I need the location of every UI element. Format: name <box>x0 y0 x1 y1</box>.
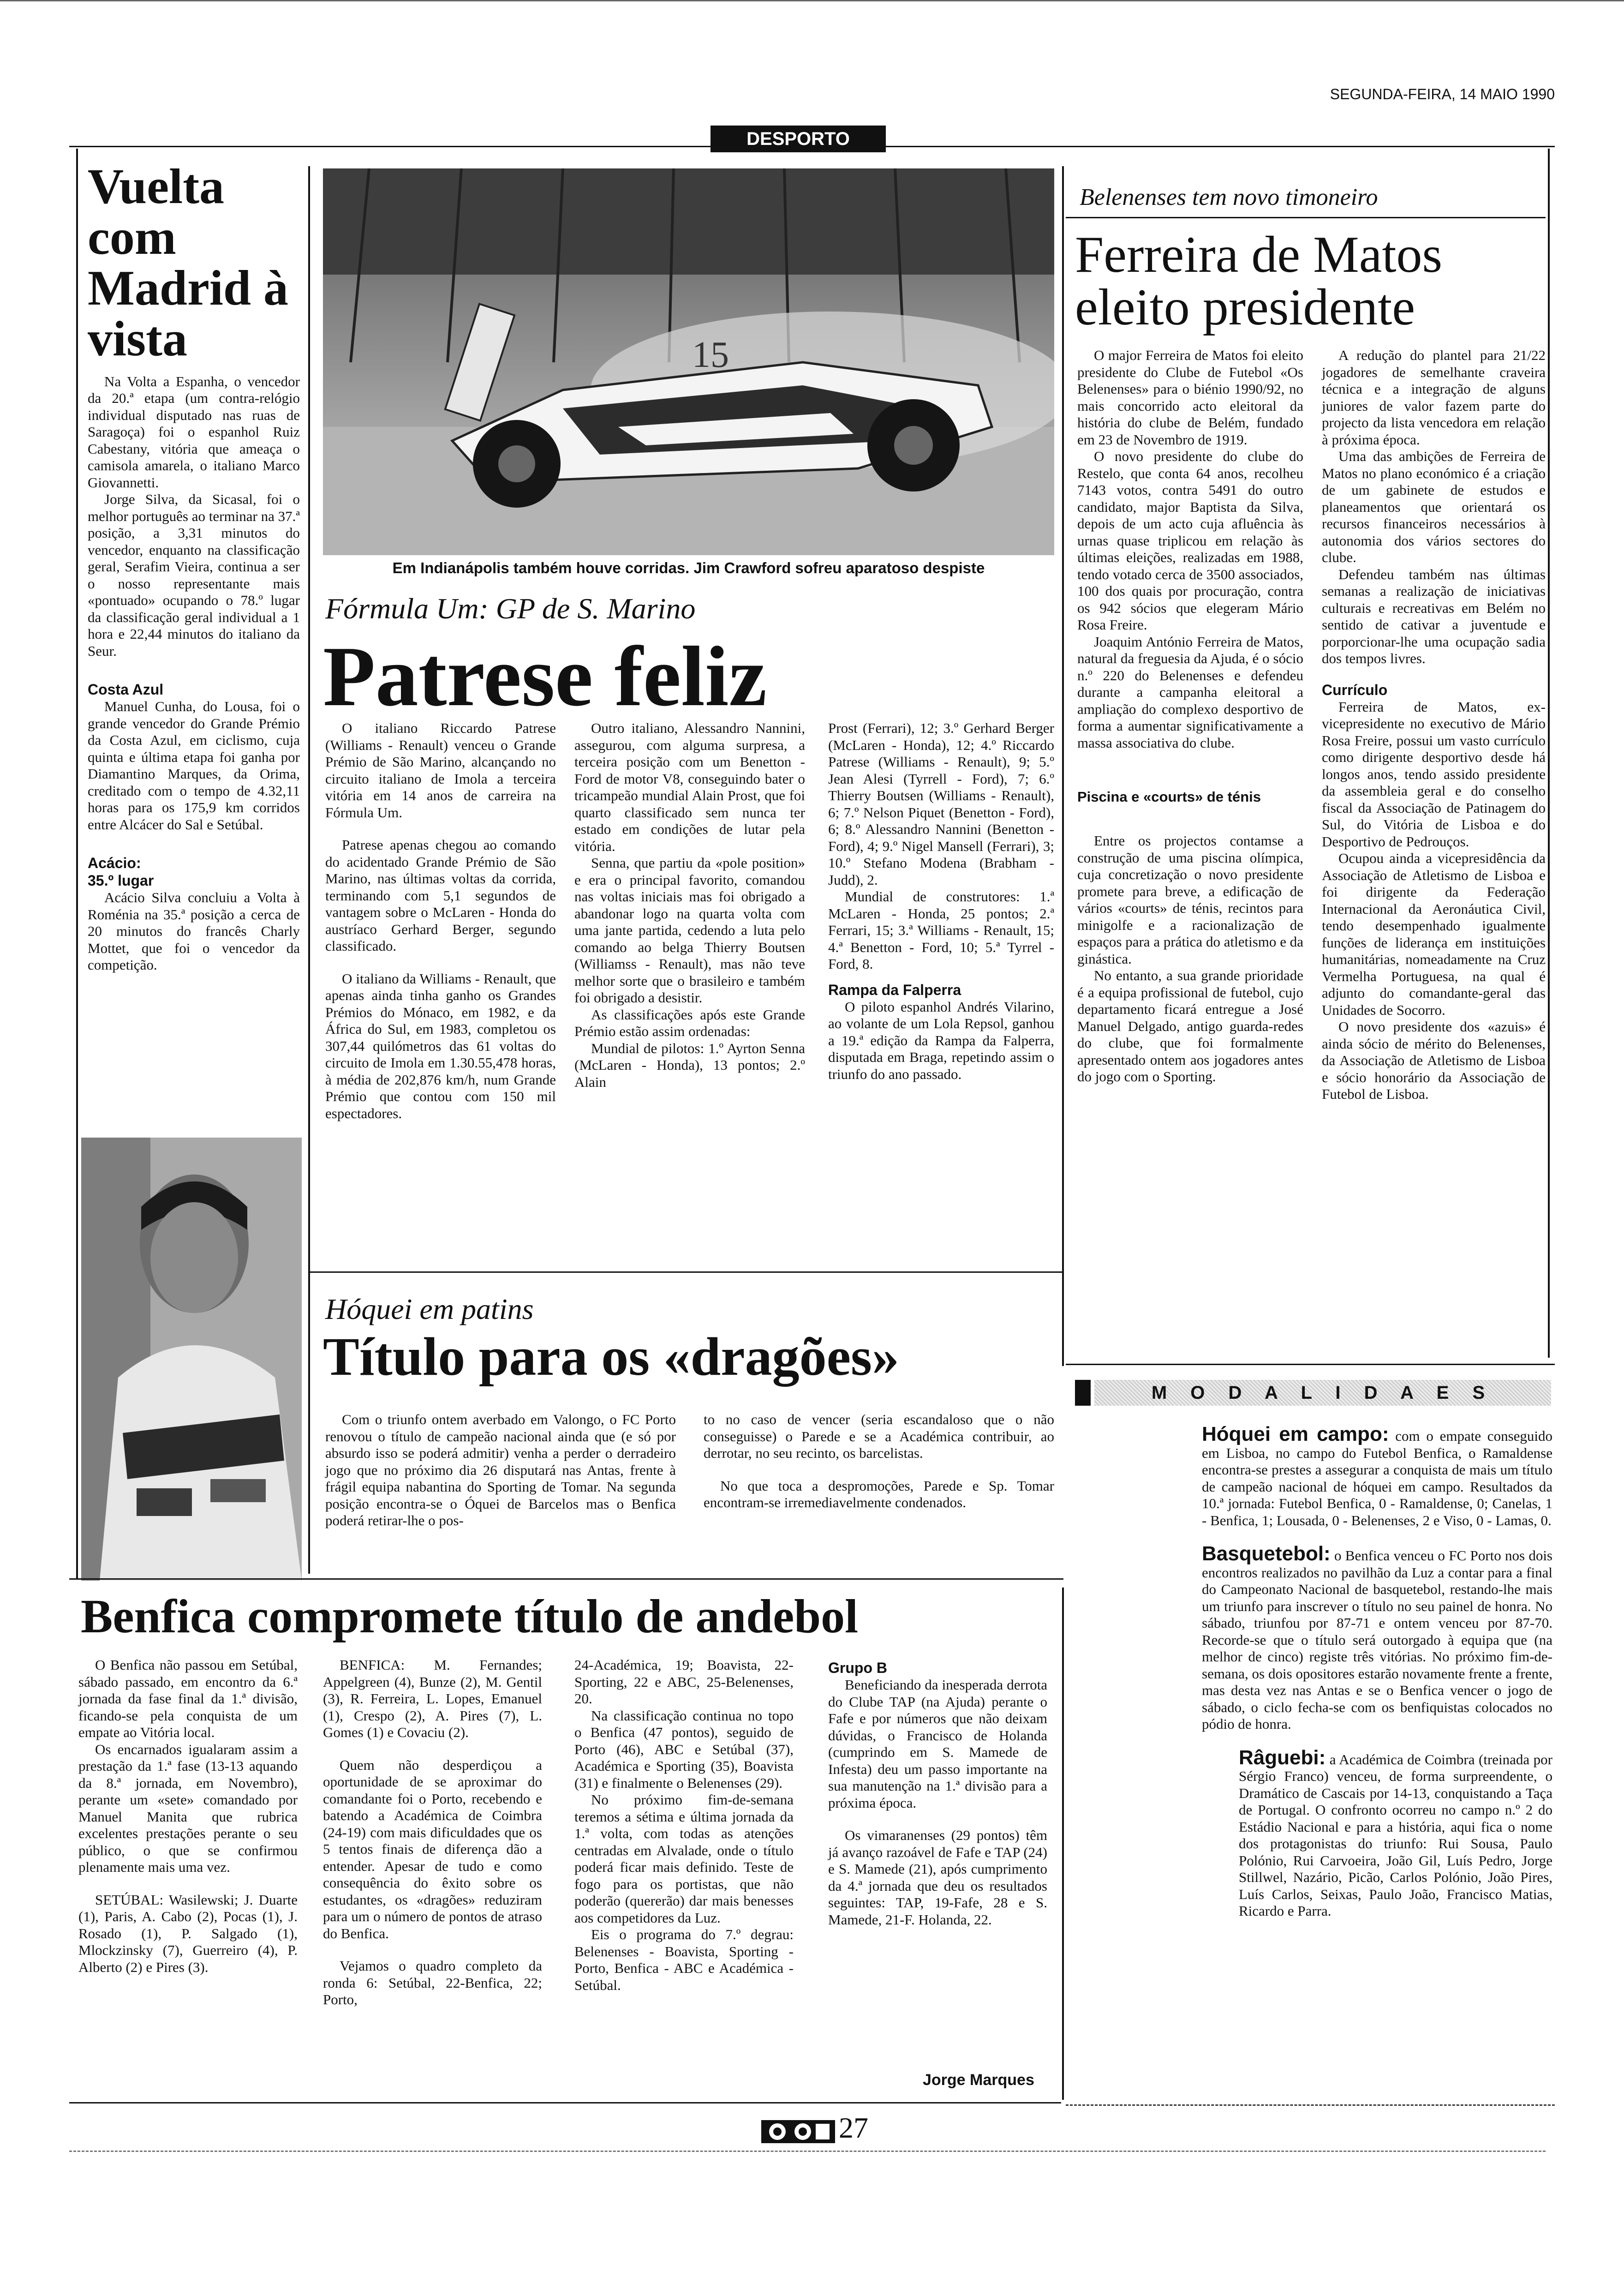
patrese-column-3 <box>828 720 1054 1083</box>
modalidades-item-text: a Académica de Coimbra (treinada por Sérgio Franco) venceu, de forma surpreendente, o Dramático de Cascais por 14-13, conquistando a Taça de Portugal. O confronto ocorreu no campo n.º 2 do Estádio Nacional e para a história, aqui fica o nome dos protagonistas do triunfo: Rui Sousa, Paulo Polónio, Rui Carvoeira, João Gil, Luís Pedro, Jorge Stillwel, Nazário, Picão, Carlos Polónio, João Pires, Luís Carlos, Seixas, Paulo João, Francisco Matias, Ricardo e Parra. <box>1239 1751 1552 1919</box>
vuelta-subhead-costa-azul: Costa Azul <box>88 681 164 698</box>
benfica-column-2 <box>323 1657 542 2008</box>
benfica-subhead-grupo-b: Grupo B <box>828 1660 887 1676</box>
right-margin-rule <box>1548 149 1550 1358</box>
hoquei-column-1 <box>325 1411 676 1529</box>
modalidades-item-head: Basquetebol: <box>1202 1542 1331 1565</box>
patrese-paragraph: Mundial de pilotos: 1.º Ayrton Senna (McLaren - Honda), 13 pontos; 2.º Alain <box>574 1040 805 1090</box>
belenenses-paragraph: No entanto, a sua grande prioridade é a equipa profissional de futebol, cujo departamento ficará entregue a José Manuel Delgado, antigo guarda-redes do clube, que foi formalmente apresentado ontem aos jogadores antes do jogo com o Sporting. <box>1077 967 1303 1085</box>
belenenses-column-2 <box>1322 347 1546 1103</box>
benfica-headline: Benfica compromete título de andebol <box>81 1590 859 1643</box>
hoquei-paragraph: Com o triunfo ontem averbado em Valongo, o FC Porto renovou o título de campeão nacional ainda que (e só por absurdo isso se poderá admitir) venha a perder o derradeiro jogo que no próximo dia 26 disputará nas Antas, frente à frágil equipa nabantina do Sporting de Tomar. Na segunda posição encontra-se o Óquei de Barcelos mas o Benfica poderá retirar-lhe o pos- <box>325 1411 676 1528</box>
patrese-paragraph: Patrese apenas chegou ao comando do acidentado Grande Prémio de São Marino, nas últimas voltas da corrida, terminando com 5,1 segundos de vantagem sobre o McLaren - Honda do austríaco Gerhard Berger, segundo classificado. <box>325 837 556 954</box>
belenenses-paragraph: Ocupou ainda a vicepresidência da Associação de Atletismo de Lisboa e foi dirigente da Federação Internacional da Aeronáutica Civil, tendo desempenhado igualmente funções de liderança em instituições humanitárias, nomeadamente na Cruz Vermelha Portuguesa, na qual é adjunto do comandante-geral das Unidades de Socorro. <box>1322 850 1546 1018</box>
belenenses-paragraph: Joaquim António Ferreira de Matos, natural da freguesia da Ajuda, é o sócio n.º 220 do Belenenses e defendeu durante a campanha eleitoral a ampliação do complexo desportivo de forma a aumentar significativamente a massa associativa do clube. <box>1077 633 1303 751</box>
patrese-bottom-rule <box>310 1271 1062 1273</box>
benfica-paragraph: BENFICA: M. Fernandes; Appelgreen (4), Bunze (2), M. Gentil (3), R. Ferreira, L. Lopes, Emanuel (1), Crespo (2), A. Pires (7), L. Gomes (1) e Covaciu (2). <box>323 1657 542 1740</box>
benfica-column-4 <box>828 1659 1047 1928</box>
patrese-headline: Patrese feliz <box>323 629 767 724</box>
benfica-paragraph: Na classificação continua no topo o Benfica (47 pontos), seguido de Porto (46), ABC e Setúbal (37), Académica e Sporting (35), Boavista (31) e finalmente o Belenenses (29). <box>574 1707 794 1791</box>
benfica-top-rule <box>69 1578 1063 1580</box>
svg-text:15: 15 <box>692 335 729 375</box>
belenenses-column-1 <box>1077 347 1303 1085</box>
page-number: 27 <box>839 2111 868 2144</box>
patrese-kicker: Fórmula Um: GP de S. Marino <box>325 592 696 625</box>
patrese-paragraph: As classificações após este Grande Prémio estão assim ordenadas: <box>574 1006 805 1039</box>
belenenses-paragraph: O novo presidente do clube do Restelo, que conta 64 anos, recolheu 7143 votos, contra 5491 do outro candidato, major Baptista da Silva, depois de um acto cuja afluência às urnas quase triplicou em relação às últimas eleições, realizadas em 1988, tendo votado cerca de 3500 associados, 100 dos quais por procuração, contra os 942 sócios que elegeram Mário Rosa Freire. <box>1077 448 1303 633</box>
hoquei-paragraph: to no caso de vencer (seria escandaloso que o não conseguisse) o Parede e se a Académica contribuir, ao derrotar, no seu recinto, os barcelistas. <box>704 1411 1054 1461</box>
belenenses-paragraph: Defendeu também nas últimas semanas a realização de iniciativas culturais e recreativas em Belém no sentido de cativar a juventude e porporcionar-lhe uma ocupação sadia dos tempos livres. <box>1322 566 1546 666</box>
column-rule-2 <box>1062 166 1064 1366</box>
belenenses-paragraph: A redução do plantel para 21/22 jogadores de semelhante craveira técnica e a integração de alguns juniores de valor fazem parte do projecto da lista vencedora em relação à próxima época. <box>1322 347 1546 448</box>
benfica-paragraph: Beneficiando da inesperada derrota do Clube TAP (na Ajuda) perante o Fafe e por números que não deixam dúvidas, o Francisco de Holanda (cumprindo em S. Mamede de Infesta) deu um passo importante na sua manutenção na 1.ª divisão para a próxima época. <box>828 1677 1047 1811</box>
belenenses-headline: Ferreira de Matos eleito presidente <box>1075 226 1443 336</box>
patrese-paragraph: Senna, que partiu da «pole position» e era o principal favorito, comandou nas voltas iniciais mas foi obrigado a abandonar logo na quarta volta com uma jante partida, cedendo a luta pelo comando ao belga Thierry Boutsen (Williamss - Renault), mas não teve melhor sorte que o brasileiro e também foi obrigado a desistir. <box>574 855 805 1006</box>
patrese-paragraph: O italiano da Williams - Renault, que apenas ainda tinha ganho os Grandes Prémios do Mónaco, em 1982, e da África do Sul, em 1983, completou os 307,44 quilómetros das 61 voltas do circuito de Imola em 1.30.55,478 horas, à média de 202,876 km/h, num Grande Prémio que contou com 150 mil espectadores. <box>325 970 556 1121</box>
vuelta-paragraph: Jorge Silva, da Sicasal, foi o melhor português ao terminar na 37.ª posição, a 3,31 minutos do vencedor, enquanto na classificação geral, Serafim Vieira, continua a ser o nosso representante mais «pontuado» ocupando o 78.º lugar da classificação geral individual a 1 hora e 22,44 minutos do italiano da Seur. <box>88 491 300 659</box>
column-rule-1 <box>308 166 310 1574</box>
benfica-byline: Jorge Marques <box>923 2071 1034 2089</box>
vuelta-subhead-lugar: 35.º lugar <box>88 872 154 889</box>
vuelta-paragraph: Manuel Cunha, do Lousa, foi o grande vencedor do Grande Prémio da Costa Azul, em ciclismo, cuja quinta e última etapa foi ganha por Diamantino Marques, da Orima, creditado com o tempo de 4.32,11 horas para os 175,9 km corridos entre Alcácer do Sal e Setúbal. <box>88 698 300 833</box>
benfica-paragraph: Os encarnados igualaram assim a prestação da 1.ª fase (13-13 aquando da 8.ª jornada, em Novembro), perante um «sete» comandado por Manuel Manita que rubrica excelentes prestações perante o seu público, o que se confirmou plenamente mais uma vez. <box>78 1741 298 1875</box>
belenenses-paragraph: O novo presidente dos «azuis» é ainda sócio de mérito do Belenenses, da Associação de Atletismo de Lisboa e sócio honorário da Associação de Futebol de Lisboa. <box>1322 1019 1546 1102</box>
modalidades-item-text: com o empate conseguido em Lisboa, no campo do Futebol Benfica, o Ramaldense encontra-se prestes a assegurar a conquista de mais um título de campeão nacional de hóquei em campo. Resultados da 10.ª jornada: Futebol Benfica, 0 - Ramaldense, 0; Canelas, 1 - Benfica, 1; Lousada, 0 - Belenenses, 2 e Viso, 0 - Lamas, 0. <box>1202 1428 1553 1528</box>
vuelta-subhead-acacio: Acácio: <box>88 855 141 872</box>
modalidades-bottom-dashed-rule <box>1066 2104 1555 2106</box>
belenenses-kicker-rule <box>1066 217 1546 218</box>
cyclist-portrait-photo <box>81 1138 302 1581</box>
belenenses-kicker: Belenenses tem novo timoneiro <box>1080 184 1378 210</box>
belenenses-paragraph: Uma das ambições de Ferreira de Matos no plano económico é a criação de um gabinete de estudos e planeamentos que orientará os recursos financeiros necessários à autonomia dos vários sectores do clube. <box>1322 448 1546 565</box>
patrese-paragraph: O italiano Riccardo Patrese (Williams - Renault) venceu o Grande Prémio de São Marino, alcançando no circuito italiano de Imola a terceira vitória em 14 anos de carreira na Fórmula Um. <box>325 720 556 821</box>
vuelta-article <box>88 159 300 974</box>
patrese-paragraph: Mundial de construtores: 1.ª McLaren - Honda, 25 pontos; 2.ª Ferrari, 15; 3.ª Williams - Renault, 15; 4.ª Benetton - Ford, 10; 5.ª Tyrrel - Ford, 8. <box>828 888 1054 972</box>
publication-logo <box>761 2115 835 2148</box>
benfica-column-1 <box>78 1657 298 1976</box>
belenenses-subhead-curriculo: Currículo <box>1322 681 1388 698</box>
benfica-paragraph: Os vimaranenses (29 pontos) têm já avanço razoável de Fafe e TAP (24) e S. Mamede (21), após cumprimento da 4.ª jornada que deu os resultados seguintes: TAP, 19-Fafe, 28 e S. Mamede, 21-F. Holanda, 22. <box>828 1827 1047 1928</box>
photo-caption: Em Indianápolis também houve corridas. Jim Crawford sofreu aparatoso despiste <box>392 559 985 576</box>
vuelta-paragraph: Na Volta a Espanha, o vencedor da 20.ª etapa (um contra-relógio individual disputado nas ruas de Saragoça) foi o espanhol Ruiz Cabestany, vitória que ameaça o camisola amarela, o italiano Marco Giovannetti. <box>88 373 300 491</box>
hoquei-paragraph: No que toca a despromoções, Parede e Sp. Tomar encontram-se irremediavelmente condenados. <box>704 1477 1054 1510</box>
belenenses-paragraph: Ferreira de Matos, ex-vicepresidente no executivo de Mário Rosa Freire, possui um vasto currículo como dirigente desportivo desde há longos anos, tendo assido presidente da assembleia geral e do conselho fiscal da Associação de Patinagem do Sul, do Vitória de Lisboa e do Desportivo de Pedrouços. <box>1322 698 1546 850</box>
belenenses-paragraph: Entre os projectos contamse a construção de uma piscina olímpica, cuja concretização o novo presidente promete para breve, a edificação de vários «courts» de ténis, recintos para minigolfe e a racionalização de espaços para a prática do atletismo e da ginástica. <box>1077 833 1303 967</box>
belenenses-subhead-piscina: Piscina e «courts» de ténis <box>1077 789 1261 805</box>
hoquei-column-2 <box>704 1411 1054 1511</box>
benfica-paragraph: O Benfica não passou em Setúbal, sábado passado, em encontro da 6.ª jornada da fase final da 1.ª divisão, ficando-se pela conquista de um empate ao Vitória local. <box>78 1657 298 1740</box>
modalidades-item-text: o Benfica venceu o FC Porto nos dois encontros realizados no pavilhão da Luz a contar para a final do Campeonato Nacional de basquetebol, restando-lhe mais um triunfo para inscrever o título no seu painel de honra. No sábado, triunfou por 87-71 e ontem venceu por 87-70. Recorde-se que o título será outorgado à equipa que (na melhor de cinco) registe três vitórias. No próximo fim-de-semana, os dois opositores estarão novamente frente a frente, mas desta vez nas Antas e se o Benfica vencer o jogo de sábado, o ciclo fecha-se com os benfiquistas colocados no pódio de honra. <box>1202 1547 1552 1732</box>
cyclist-portrait-image <box>81 1138 302 1581</box>
indianapolis-race-car-photo <box>323 168 1054 555</box>
modalidades-item <box>1202 1542 1552 1733</box>
modalidades-item <box>1202 1746 1552 1920</box>
benfica-paragraph: SETÚBAL: Wasilewski; J. Duarte (1), Paris, A. Cabo (2), Pocas (1), J. Rosado (1), P. Salgado (1), Mlockzinsky (7), Guerreiro (4), P. Alberto (2) e Pires (3). <box>78 1891 298 1975</box>
patrese-column-1 <box>325 720 556 1122</box>
patrese-paragraph: O piloto espanhol Andrés Vilarino, ao volante de um Lola Repsol, ganhou a 19.ª edição da Rampa da Falperra, disputada em Braga, repetindo assim o triunfo do ano passado. <box>828 998 1054 1082</box>
rampa-subhead: Rampa da Falperra <box>828 981 961 998</box>
hoquei-kicker: Hóquei em patins <box>325 1293 534 1325</box>
modalidades-item-head: Râguebi: <box>1239 1746 1326 1769</box>
benfica-paragraph: Eis o programa do 7.º degrau: Belenenses - Boavista, Sporting - Porto, Benfica - ABC e Académica - Setúbal. <box>574 1926 794 1993</box>
patrese-paragraph: Outro italiano, Alessandro Nannini, assegurou, com alguma surpresa, a terceira posição com um Benetton - Ford de motor V8, conseguindo bater o tricampeão mundial Alain Prost, que foi quarto classificado sem nunca ter estado em condições de lutar pela vitória. <box>574 720 805 854</box>
patrese-column-2 <box>574 720 805 1091</box>
modalidades-item-head: Hóquei em campo: <box>1202 1423 1389 1445</box>
section-banner: DESPORTO <box>710 126 886 152</box>
patrese-paragraph: Prost (Ferrari), 12; 3.º Gerhard Berger (McLaren - Honda), 12; 4.º Riccardo Patrese (Williams - Renault), 9; 5.º Jean Alesi (Tyrrell - Ford), 7; 6.º Thierry Boutsen (Williams - Renault), 6; 7.º Nelson Piquet (Benetton - Ford), 6; 8.º Alessandro Nannini (Benetton - Ford), 4; 9.º Nigel Mansell (Ferrari), 3; 10.º Stefano Modena (Brabham - Judd), 2. <box>828 720 1054 888</box>
modalidades-banner: M O D A L I D A E S <box>1094 1380 1551 1406</box>
modalidades-item <box>1202 1423 1553 1529</box>
benfica-paragraph: No próximo fim-de-semana teremos a sétima e última jornada da 1.ª volta, com todas as atenções centradas em Alvalade, onde o título poderá ficar mais definido. Teste de fogo para os portistas, que não poderão (quererão) dar mais benesses aos competidores da Luz. <box>574 1792 794 1926</box>
modalidades-body <box>1202 1423 1553 1920</box>
benfica-bottom-rule <box>69 2102 1061 2103</box>
benfica-column-3 <box>574 1657 794 1994</box>
benfica-paragraph: Vejamos o quadro completo da ronda 6: Setúbal, 22-Benfica, 22; Porto, <box>323 1958 542 2007</box>
modalidades-top-rule <box>1066 1364 1555 1365</box>
benfica-paragraph: 24-Académica, 19; Boavista, 22-Sporting, 22 e ABC, 25-Belenenses, 20. <box>574 1657 794 1707</box>
footer-dashed-rule <box>69 2151 1546 2152</box>
benfica-paragraph: Quem não desperdiçou a oportunidade de se aproximar do comandante foi o Porto, recebendo e batendo a Académica de Coimbra (24-19) com mais dificuldades que os 5 tentos finais de diferença dão a entender. Apesar de tudo e como consequência do êxito sobre os estudantes, os «dragões» reduziram para um o número de pontos de atraso do Benfica. <box>323 1756 542 1941</box>
left-margin-rule <box>76 149 78 1579</box>
top-edge-rule <box>0 0 1624 1</box>
modalidades-marker <box>1075 1380 1091 1406</box>
column-rule-benfica <box>1062 1588 1064 2100</box>
vuelta-headline: Vuelta com Madrid à vista <box>88 159 289 367</box>
vuelta-paragraph: Acácio Silva concluiu a Volta à Roménia na 35.ª posição a cerca de 20 minutos do francês Charly Mottet, que foi o vencedor da competição. <box>88 889 300 973</box>
race-car-image <box>323 168 1054 555</box>
hoquei-headline: Título para os «dragões» <box>323 1326 899 1387</box>
dateline: SEGUNDA-FEIRA, 14 MAIO 1990 <box>1330 86 1555 102</box>
belenenses-paragraph: O major Ferreira de Matos foi eleito presidente do Clube de Futebol «Os Belenenses» para o biénio 1990/92, no mais concorrido acto eleitoral da história do clube de Belém, fundado em 23 de Novembro de 1919. <box>1077 347 1303 448</box>
